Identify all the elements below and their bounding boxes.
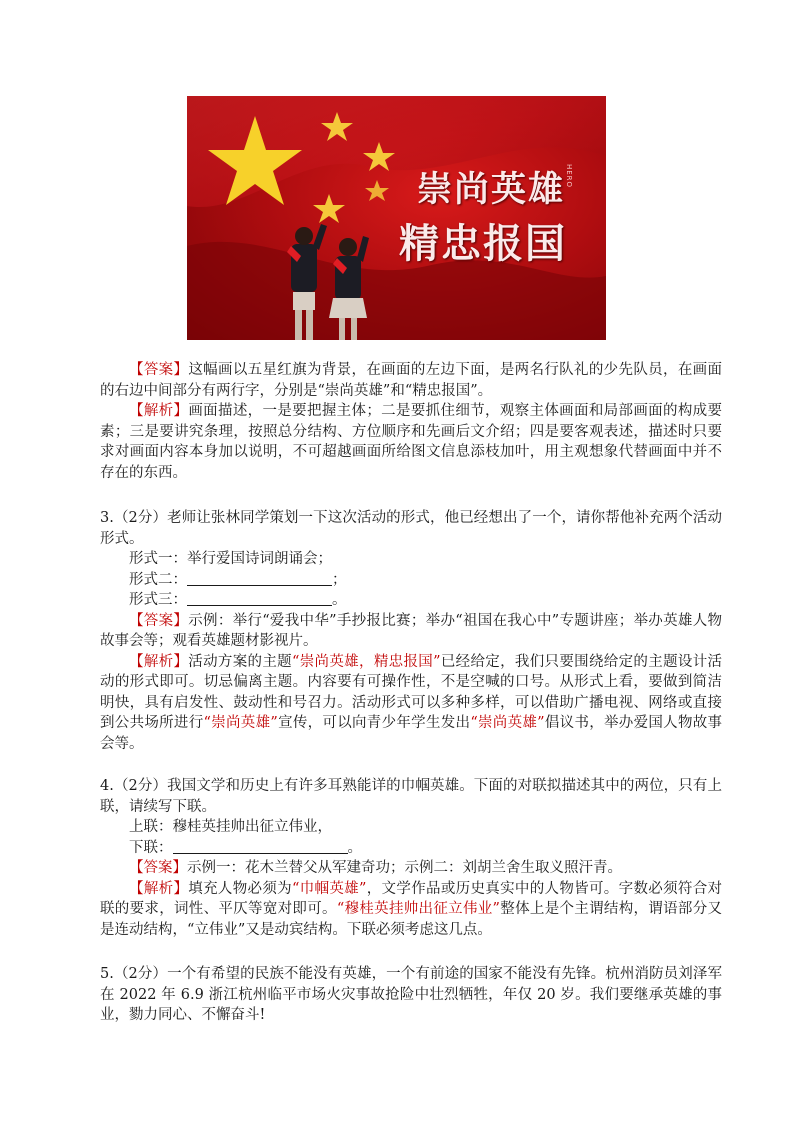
analysis-highlight: “巾帼英雄” bbox=[292, 880, 367, 897]
q3-form2 bbox=[100, 570, 722, 591]
analysis-text: 倡议书，举办爱国人物故事会等。 bbox=[100, 715, 723, 752]
small-star-icon bbox=[313, 194, 345, 223]
analysis-text: 画面描述，一是要把握主体；二是要抓住细节，观察主体画面和局部画面的构成要素；三是要讲究条理，按照总分结构、方位顺序和先画后文介绍；四是要客观表述，描述时只要求对画面内容本身加以说明，不可超越画面所给图文信息添枝加叶，用主观想象代替画面中并不存在的东西。 bbox=[100, 403, 723, 481]
form2-label: 形式二： bbox=[129, 571, 187, 588]
analysis-tag: 【解析】 bbox=[129, 653, 189, 670]
answer-tag: 【答案】 bbox=[129, 612, 189, 629]
analysis-text: 已经给定，我们只要围绕给定的主题设计活动的形式即可。切忌偏离主题。内容要有可操作性，不是空喊的口号。从形式上看，要做到简洁明快，具有启发性、鼓动性和号召力。活动形式可以多种多样，可以借助广播电视、网络或直接到公共场所进行 bbox=[100, 653, 723, 731]
q2-analysis bbox=[100, 401, 722, 483]
lower-blank[interactable] bbox=[173, 839, 348, 854]
analysis-text: 活动方案的主题 bbox=[188, 653, 292, 670]
analysis-text: 填充人物必须为 bbox=[188, 880, 292, 897]
q4-answer bbox=[100, 858, 722, 879]
analysis-highlight: “穆桂英挂帅出征立伟业” bbox=[336, 901, 500, 917]
q5-stem: 5.（2分）一个有希望的民族不能没有英雄，一个有前途的国家不能没有先锋。杭州消防员刘泽军在 2022 年 6.9 浙江杭州临平市场火灾事故抢险中壮烈牺牲，年仅 20 岁。我们要继承英雄的事业，勠力同心、不懈奋斗! bbox=[100, 966, 722, 1023]
q4-lower bbox=[100, 838, 722, 859]
q3-answer bbox=[100, 611, 722, 652]
lower-label: 下联： bbox=[129, 839, 173, 856]
analysis-text: ，文学作品或历史真实中的人物皆可。字数必须符合对联的要求，词性、平仄等宽对即可。 bbox=[100, 880, 723, 917]
analysis-highlight: “崇尚英雄，精忠报国” bbox=[292, 653, 441, 670]
q3-stem: 3.（2分）老师让张林同学策划一下这次活动的形式，他已经想出了一个，请你帮他补充两个活动形式。 bbox=[100, 510, 722, 547]
answer-tag: 【答案】 bbox=[129, 362, 189, 378]
q3-analysis bbox=[100, 652, 722, 755]
analysis-text: 整体上是个主谓结构，谓语部分又是连动结构，“立伟业”又是动宾结构。下联必须考虑这几点。 bbox=[100, 901, 723, 938]
answer-tag: 【答案】 bbox=[129, 860, 187, 876]
analysis-highlight: “崇尚英雄” bbox=[470, 715, 545, 731]
q3-form1: 形式一：举行爱国诗词朗诵会； bbox=[129, 551, 332, 567]
form2-end: ； bbox=[332, 571, 347, 588]
poster-hero-mark: HERO bbox=[565, 164, 573, 189]
answer-text: 示例一：花木兰替父从军建奇功；示例二：刘胡兰舍生取义照汗青。 bbox=[187, 860, 622, 876]
answer-text: 这幅画以五星红旗为背景，在画面的左边下面，是两名行队礼的少先队员，在画面的右边中间部分有两行字，分别是“崇尚英雄”和“精忠报国”。 bbox=[100, 362, 723, 399]
q4-analysis bbox=[100, 879, 722, 941]
q3-block bbox=[100, 508, 722, 754]
q5-block bbox=[100, 964, 722, 1026]
poster-slogan-line2: 精忠报国 bbox=[399, 220, 567, 267]
q2-block bbox=[100, 360, 722, 483]
form2-blank[interactable] bbox=[187, 571, 332, 586]
q2-answer bbox=[100, 360, 722, 401]
analysis-tag: 【解析】 bbox=[129, 403, 189, 419]
form3-end: 。 bbox=[332, 592, 347, 608]
poster-image bbox=[187, 96, 606, 340]
small-star-icon bbox=[365, 180, 389, 201]
q4-stem: 4.（2分）我国文学和历史上有许多耳熟能详的巾帼英雄。下面的对联拟描述其中的两位，只有上联，请续写下联。 bbox=[100, 778, 722, 815]
q4-block bbox=[100, 776, 722, 940]
poster-slogan-line1: 崇尚英雄 bbox=[417, 169, 566, 210]
analysis-tag: 【解析】 bbox=[129, 880, 189, 897]
analysis-highlight: “崇尚英雄” bbox=[203, 715, 278, 731]
form3-blank[interactable] bbox=[187, 591, 332, 606]
lower-end: 。 bbox=[347, 839, 362, 856]
q3-form3 bbox=[100, 590, 722, 611]
form3-label: 形式三： bbox=[129, 592, 187, 608]
q4-upper: 上联：穆桂英挂帅出征立伟业， bbox=[129, 819, 332, 835]
analysis-text: 宣传，可以向青少年学生发出 bbox=[277, 715, 471, 731]
answer-text: 示例：举行“爱我中华”手抄报比赛；举办“祖国在我心中”专题讲座；举办英雄人物故事会等；观看英雄题材影视片。 bbox=[100, 612, 723, 649]
